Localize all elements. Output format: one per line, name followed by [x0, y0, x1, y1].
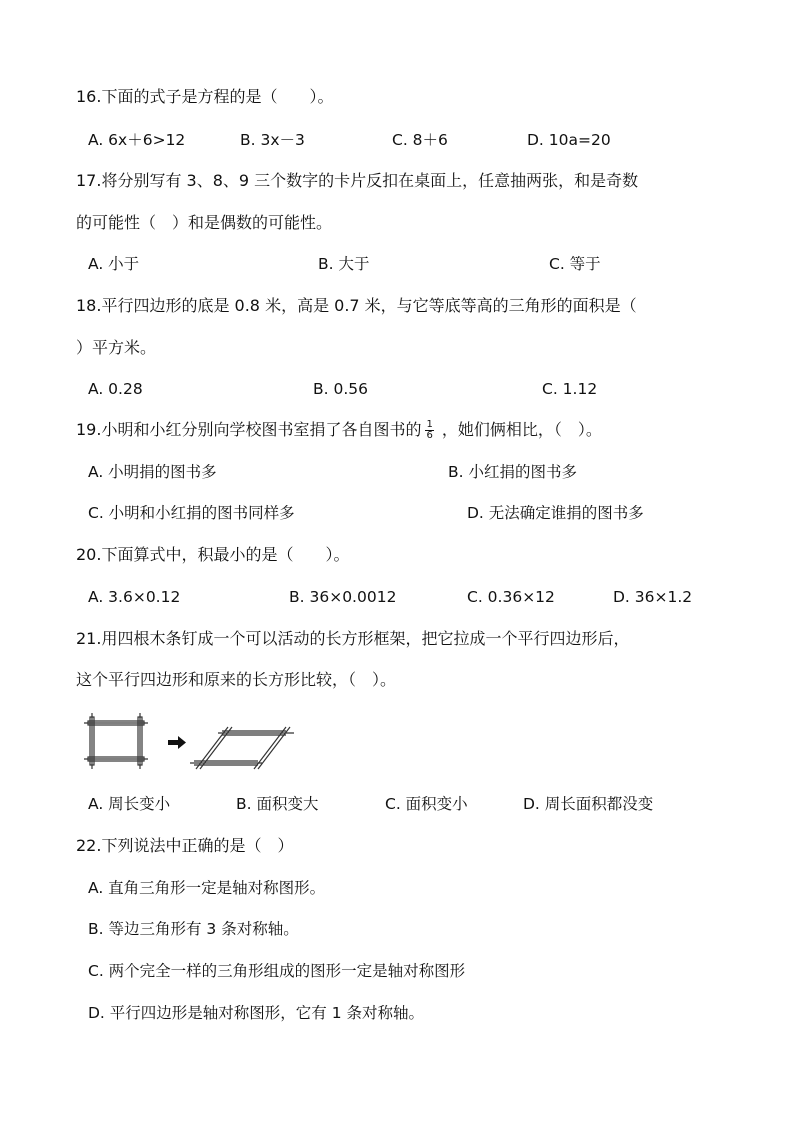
q22-option-a: A. 直角三角形一定是轴对称图形。: [88, 879, 326, 897]
q20-stem: 20.下面算式中，积最小的是（ ）。: [76, 545, 350, 564]
q18-stem-line1: 18.平行四边形的底是 0.8 米，高是 0.7 米，与它等底等高的三角形的面积是（: [76, 296, 637, 315]
q19-option-a: A. 小明捐的图书多: [88, 463, 217, 481]
q17-option-c: C. 等于: [549, 255, 601, 273]
q16-option-a: A. 6x＋6>12: [88, 131, 186, 149]
wooden-parallelogram-frame-icon: [190, 727, 294, 769]
wooden-rectangle-frame-icon: [84, 713, 148, 769]
q21-option-b: B. 面积变大: [236, 795, 319, 813]
q16-option-d: D. 10a=20: [527, 131, 611, 149]
q20-option-d: D. 36×1.2: [613, 588, 693, 606]
q19-fraction-numerator: 1: [426, 419, 433, 430]
q19-option-c: C. 小明和小红捐的图书同样多: [88, 504, 295, 522]
q20-option-a: A. 3.6×0.12: [88, 588, 181, 606]
q18-stem-line2: ）平方米。: [76, 338, 157, 357]
q17-stem-line1: 17.将分别写有 3、8、9 三个数字的卡片反扣在桌面上，任意抽两张，和是奇数: [76, 171, 639, 190]
q19-stem-before: 19.小明和小红分别向学校图书室捐了各自图书的: [76, 420, 422, 439]
q18-option-b: B. 0.56: [313, 380, 368, 398]
q16-stem: 16.下面的式子是方程的是（ ）。: [76, 87, 334, 106]
q22-option-c: C. 两个完全一样的三角形组成的图形一定是轴对称图形: [88, 962, 466, 980]
q21-stem-line2: 这个平行四边形和原来的长方形比较，（ ）。: [76, 670, 397, 689]
q16-option-b: B. 3x－3: [240, 131, 305, 149]
q16-option-c: C. 8＋6: [392, 131, 448, 149]
q19-stem-after: ，她们俩相比，（ ）。: [441, 420, 602, 439]
q18-option-a: A. 0.28: [88, 380, 143, 398]
q19-option-b: B. 小红捐的图书多: [448, 463, 577, 481]
q21-option-a: A. 周长变小: [88, 795, 171, 813]
q22-option-b: B. 等边三角形有 3 条对称轴。: [88, 920, 299, 938]
q19-stem: [76, 420, 602, 441]
q22-stem: 22.下列说法中正确的是（ ）: [76, 836, 294, 855]
q17-stem-line2: 的可能性（ ）和是偶数的可能性。: [76, 213, 333, 232]
q18-option-c: C. 1.12: [542, 380, 598, 398]
q22-option-d: D. 平行四边形是轴对称图形，它有 1 条对称轴。: [88, 1004, 425, 1022]
q19-fraction: [425, 420, 433, 441]
q20-option-c: C. 0.36×12: [467, 588, 555, 606]
q17-option-a: A. 小于: [88, 255, 140, 273]
q21-option-c: C. 面积变小: [385, 795, 468, 813]
q21-stem-line1: 21.用四根木条钉成一个可以活动的长方形框架，把它拉成一个平行四边形后，: [76, 629, 630, 648]
q17-option-b: B. 大于: [318, 255, 370, 273]
right-arrow-icon: [168, 736, 186, 749]
q19-option-d: D. 无法确定谁捐的图书多: [467, 504, 644, 522]
q20-option-b: B. 36×0.0012: [289, 588, 397, 606]
frame-transform-diagram: [82, 713, 302, 771]
q21-figure: [82, 713, 302, 775]
q21-option-d: D. 周长面积都没变: [523, 795, 654, 813]
q19-fraction-denominator: 6: [426, 430, 433, 441]
